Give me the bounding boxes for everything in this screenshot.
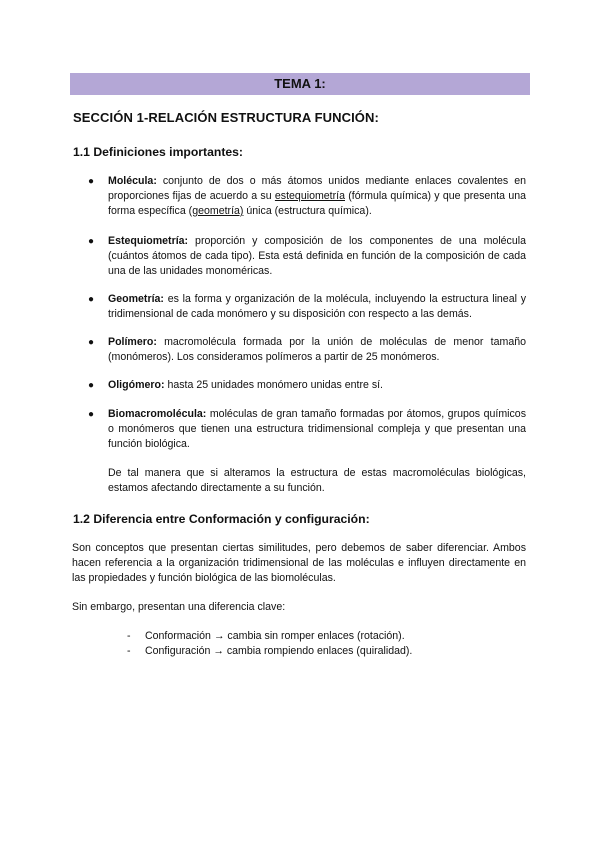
definition-text: proporción y composición de los componentes de una molécula (cuántos átomos de cada tipo). Esta está definida en función de la composición de cada una de las unidades monoméricas.: [108, 235, 526, 277]
section-heading: SECCIÓN 1-RELACIÓN ESTRUCTURA FUNCIÓN:: [73, 110, 379, 125]
bullet-icon: ●: [88, 236, 95, 247]
underlined-term: estequiometría: [274, 190, 345, 202]
bullet-icon: ●: [88, 294, 95, 305]
definition-text: hasta 25 unidades monómero unidas entre sí.: [164, 379, 384, 391]
definition-text: macromolécula formada por la unión de moléculas de menor tamaño (monómeros). Los consideramos polímeros a partir de 25 monómeros.: [108, 336, 526, 363]
definition-text: única (estructura química).: [243, 205, 372, 217]
definition-item-oligomero: [108, 378, 526, 393]
definition-term: Estequiometría:: [108, 235, 189, 247]
list-item-conformacion: Conformación → cambia sin romper enlaces (rotación).: [145, 630, 405, 642]
list-item-configuracion: Configuración → cambia rompiendo enlaces (quiralidad).: [145, 645, 413, 657]
definition-item-estequiometria: [108, 234, 526, 279]
dash-marker: -: [127, 645, 131, 657]
paragraph-key-difference: Sin embargo, presentan una diferencia clave:: [72, 601, 286, 613]
definition-term: Geometría:: [108, 293, 164, 305]
biomacromolecula-note: De tal manera que si alteramos la estructura de estas macromoléculas biológicas, estamos afectando directamente a su función.: [108, 467, 526, 494]
definition-term: Biomacromolécula:: [108, 408, 207, 420]
definition-item-biomacromolecula: [108, 407, 526, 452]
underlined-term: geometría): [192, 205, 244, 217]
definition-item-polimero: [108, 335, 526, 365]
bullet-icon: ●: [88, 380, 95, 391]
bullet-icon: ●: [88, 176, 95, 187]
definition-term: Molécula:: [108, 175, 157, 187]
dash-marker: -: [127, 630, 131, 642]
definition-text: es la forma y organización de la molécula, incluyendo la estructura lineal y tridimensional de cada monómero y su disposición con respecto a las demás.: [108, 293, 526, 320]
definition-term: Oligómero:: [108, 379, 165, 391]
chapter-title: TEMA 1:: [70, 73, 530, 95]
definition-text: (fórmula química) y que presenta una forma específica (: [108, 190, 526, 217]
definition-text: moléculas de gran tamaño formadas por átomos, grupos químicos o monómeros que tienen una estructura tridimensional compleja y que presentan una función biológica.: [108, 408, 526, 450]
definition-item-geometria: [108, 292, 526, 322]
bullet-icon: ●: [88, 409, 95, 420]
paragraph-intro: Son conceptos que presentan ciertas similitudes, pero debemos de saber diferenciar. Ambos hacen referencia a la organización tridimensional de las moléculas e influyen directamente en las propiedades y función biológica de las biomoléculas.: [72, 542, 526, 584]
definition-item-molecula: [108, 174, 526, 219]
subsection-heading-definitions: 1.1 Definiciones importantes:: [73, 145, 243, 159]
definition-term: Polímero:: [108, 336, 157, 348]
subsection-heading-conformation: 1.2 Diferencia entre Conformación y configuración:: [73, 512, 370, 526]
bullet-icon: ●: [88, 337, 95, 348]
definition-text: conjunto de dos o más átomos unidos mediante enlaces covalentes en proporciones fijas de acuerdo a su: [108, 175, 526, 202]
